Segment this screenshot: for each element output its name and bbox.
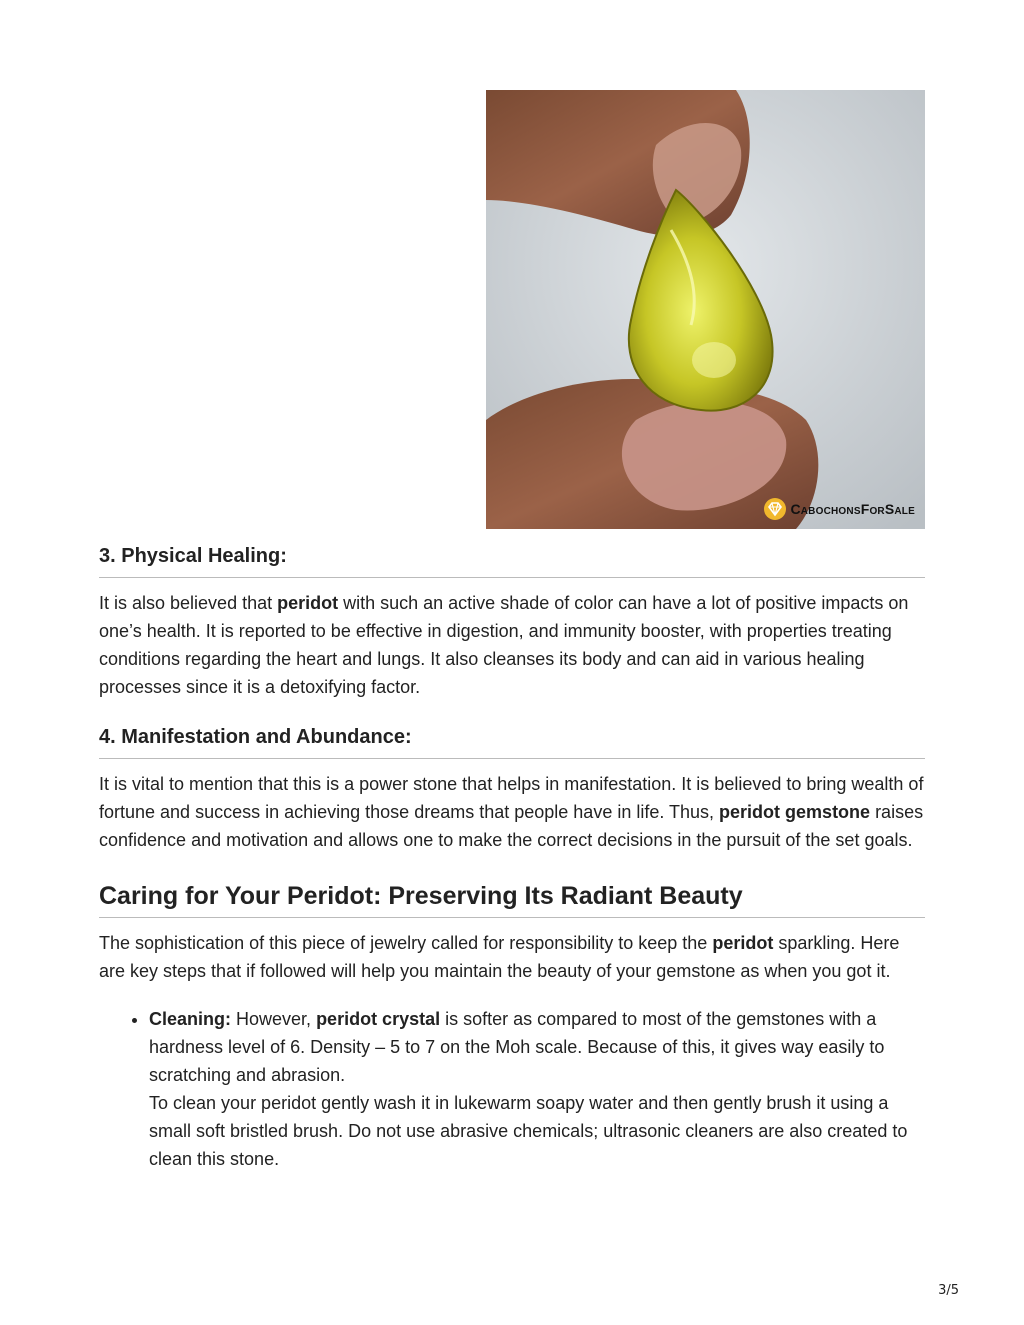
- text-run: However,: [231, 1009, 317, 1029]
- care-steps-list: [99, 1005, 925, 1173]
- paragraph-physical-healing: [99, 589, 925, 701]
- keyword-peridot-gemstone: peridot gemstone: [719, 802, 871, 822]
- peridot-image: [486, 90, 925, 529]
- keyword-peridot: peridot: [277, 593, 339, 613]
- article-content: [99, 545, 925, 1173]
- text-run: It is vital to mention that this is a power stone that helps in manifestation. It is believed to bring wealth of fortune and success in achieving those dreams that people have in life. Thus,: [99, 774, 924, 822]
- list-item-label: Cleaning:: [149, 1009, 232, 1029]
- text-run: The sophistication of this piece of jewelry called for responsibility to keep the: [99, 933, 713, 953]
- text-run: sparkling. Here are key steps that if followed will help you maintain the beauty of your gemstone as when you got it.: [99, 933, 900, 981]
- keyword-peridot-crystal: peridot crystal: [316, 1009, 441, 1029]
- heading-manifestation: 4. Manifestation and Abundance:: [99, 726, 925, 759]
- list-item-cleaning: [149, 1005, 925, 1173]
- heading-physical-healing: 3. Physical Healing:: [99, 545, 925, 578]
- gem-logo-icon: [763, 497, 787, 521]
- paragraph-caring: [99, 929, 925, 985]
- page-number: 3/5: [938, 1283, 959, 1298]
- paragraph-manifestation: [99, 770, 925, 854]
- watermark-text: CabochonsForSale: [790, 501, 915, 517]
- text-run: To clean your peridot gently wash it in lukewarm soapy water and then gently brush it using a small soft bristled brush. Do not use abrasive chemicals; ultrasonic cleaners are also created to clean this stone.: [149, 1093, 908, 1169]
- text-run: with such an active shade of color can have a lot of positive impacts on one’s health. It is reported to be effective in digestion, and immunity booster, with properties treating conditions regarding the heart and lungs. It also cleanses its body and can aid in various healing processes since it is a detoxifying factor.: [99, 593, 909, 697]
- peridot-photo: [486, 90, 925, 529]
- text-run: raises confidence and motivation and allows one to make the correct decisions in the pursuit of the set goals.: [99, 802, 924, 850]
- text-run: It is also believed that: [99, 593, 278, 613]
- watermark: [763, 497, 915, 521]
- keyword-peridot: peridot: [712, 933, 774, 953]
- text-run: is softer as compared to most of the gemstones with a hardness level of 6. Density – 5 to 7 on the Moh scale. Because of this, it gives way easily to scratching and abrasion.: [149, 1009, 885, 1085]
- heading-caring: Caring for Your Peridot: Preserving Its Radiant Beauty: [99, 882, 925, 918]
